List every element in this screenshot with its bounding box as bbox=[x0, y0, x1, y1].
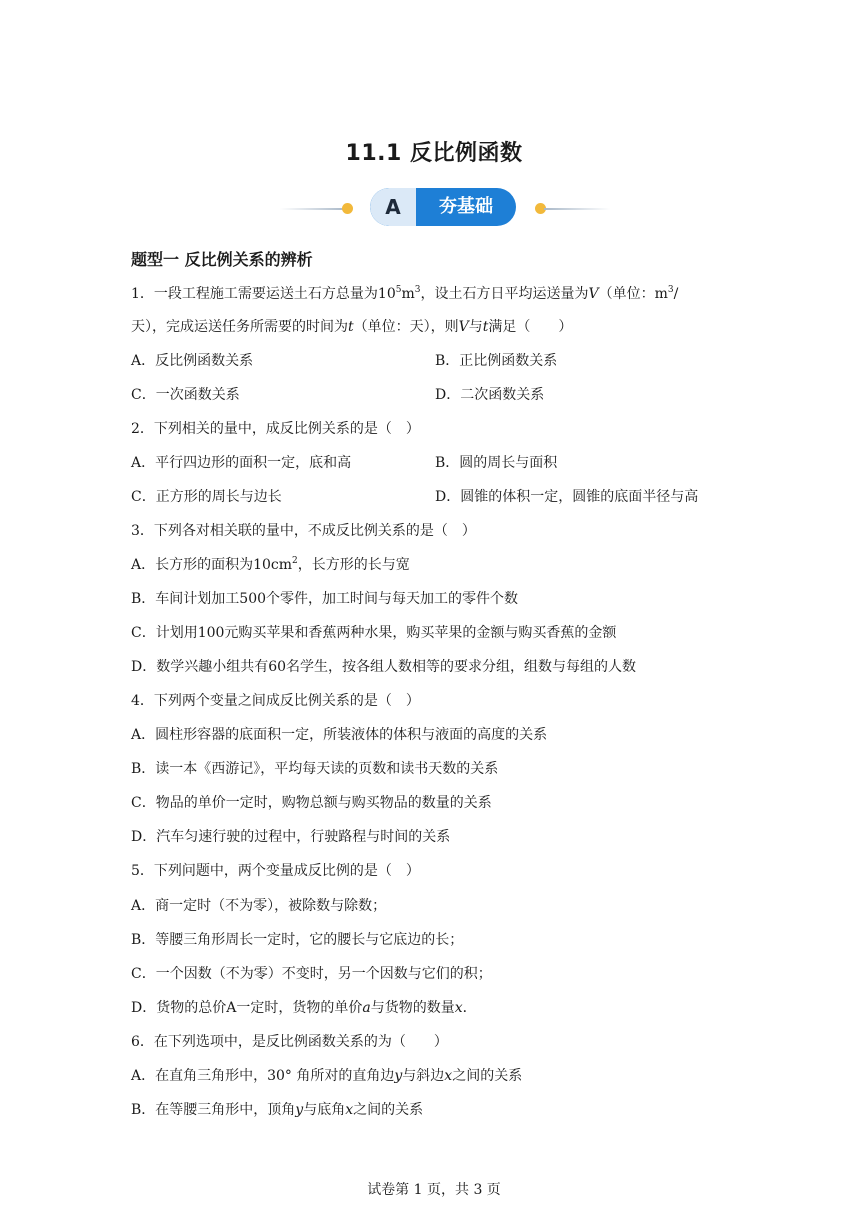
q4-option-d: D．汽车匀速行驶的过程中，行驶路程与时间的关系 bbox=[131, 829, 451, 845]
banner-letter: A bbox=[370, 188, 416, 226]
q4-option-a: A．圆柱形容器的底面积一定，所装液体的体积与液面的高度的关系 bbox=[131, 727, 548, 743]
q5-option-a: A．商一定时（不为零），被除数与除数； bbox=[131, 898, 387, 914]
q4-stem: 4．下列两个变量之间成反比例关系的是（ ） bbox=[131, 693, 420, 709]
q2-option-c: C．正方形的周长与边长 bbox=[131, 489, 282, 505]
q5-option-b: B．等腰三角形周长一定时，它的腰长与它底边的长； bbox=[131, 932, 464, 948]
q2-option-d: D．圆锥的体积一定，圆锥的底面半径与高 bbox=[435, 489, 699, 505]
q3-option-b: B．车间计划加工500个零件，加工时间与每天加工的零件个数 bbox=[131, 591, 519, 607]
q3-option-a: A．长方形的面积为$10cm^2$，长方形的长与宽 bbox=[131, 556, 410, 573]
q3-option-d: D．数学兴趣小组共有60名学生，按各组人数相等的要求分组，组数与每组的人数 bbox=[131, 659, 637, 675]
banner-line-right bbox=[544, 208, 610, 210]
q5-option-c: C．一个因数（不为零）不变时，另一个因数与它们的积； bbox=[131, 966, 492, 982]
q2-stem: 2．下列相关的量中，成反比例关系的是（ ） bbox=[131, 421, 420, 437]
level-banner bbox=[280, 186, 610, 232]
section-heading: 题型一 反比例关系的辨析 bbox=[131, 250, 313, 269]
q1-option-c: C．一次函数关系 bbox=[131, 387, 240, 403]
q5-stem: 5．下列问题中，两个变量成反比例的是（ ） bbox=[131, 863, 420, 879]
banner-line-left bbox=[280, 208, 346, 210]
q4-option-b: B．读一本《西游记》，平均每天读的页数和读书天数的关系 bbox=[131, 761, 499, 777]
page-footer: 试卷第 1 页，共 3 页 bbox=[367, 1182, 501, 1198]
q1-option-b: B．正比例函数关系 bbox=[435, 353, 558, 369]
q6-option-a: A．在直角三角形中，30° 角所对的直角边y与斜边x之间的关系 bbox=[131, 1068, 523, 1084]
q4-option-c: C．物品的单价一定时，购物总额与购买物品的数量的关系 bbox=[131, 795, 492, 811]
q3-stem: 3．下列各对相关联的量中，不成反比例关系的是（ ） bbox=[131, 523, 476, 539]
q1-option-d: D．二次函数关系 bbox=[435, 387, 545, 403]
q2-option-a: A．平行四边形的面积一定，底和高 bbox=[131, 455, 352, 471]
banner-dot-left bbox=[342, 203, 353, 214]
q6-option-b: B．在等腰三角形中，顶角y与底角x之间的关系 bbox=[131, 1102, 424, 1118]
q2-option-b: B．圆的周长与面积 bbox=[435, 455, 558, 471]
page-title: 11.1 反比例函数 bbox=[345, 141, 523, 166]
banner-label: 夯基础 bbox=[439, 196, 493, 217]
q1-option-a: A．反比例函数关系 bbox=[131, 353, 254, 369]
q1-stem-line2: 天），完成运送任务所需要的时间为t（单位：天），则V与t满足（ ） bbox=[131, 319, 573, 335]
banner-pill bbox=[370, 188, 516, 226]
q6-stem: 6．在下列选项中，是反比例函数关系的为（ ） bbox=[131, 1034, 448, 1050]
q3-option-c: C．计划用100元购买苹果和香蕉两种水果，购买苹果的金额与购买香蕉的金额 bbox=[131, 625, 617, 641]
q1-stem-line1: 1．一段工程施工需要运送土石方总量为$10^5m^3$，设土石方日平均运送量为V（单位：$m^3/$ bbox=[131, 285, 679, 302]
q5-option-d: D．货物的总价A一定时，货物的单价a与货物的数量x． bbox=[131, 1000, 477, 1016]
